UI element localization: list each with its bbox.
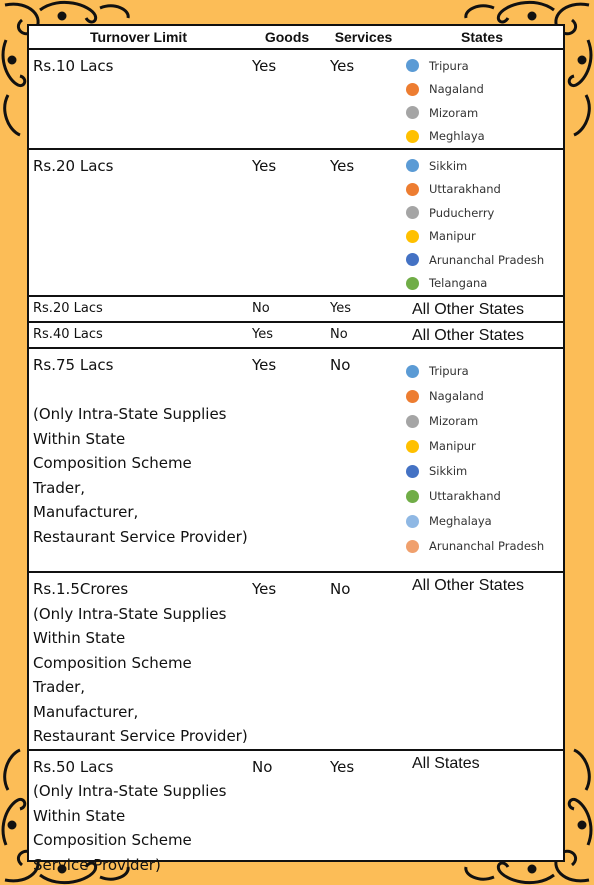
turnover-limit-line: Restaurant Service Provider): [33, 527, 248, 546]
state-bullet-icon: [406, 83, 419, 96]
states-legend: [405, 154, 563, 295]
goods-cell: Yes: [248, 49, 326, 149]
state-legend-item: [406, 78, 563, 102]
state-legend-item: [406, 125, 563, 149]
state-name: Arunanchal Pradesh: [429, 252, 545, 267]
turnover-limit-line: Within State: [33, 629, 126, 647]
turnover-limit-line: Manufacturer,: [33, 503, 139, 521]
state-bullet-icon: [406, 106, 419, 119]
states-cell: [401, 49, 563, 149]
states-cell: All Other States: [401, 572, 563, 750]
header-services: Services: [326, 26, 401, 49]
state-bullet-icon: [406, 415, 419, 428]
turnover-limit-line: Composition Scheme: [33, 831, 192, 849]
state-name: Manipur: [429, 439, 476, 454]
services-cell: Yes: [326, 296, 401, 322]
state-legend-item: [406, 225, 563, 249]
services-cell: Yes: [326, 149, 401, 296]
state-legend-item: [406, 409, 563, 434]
state-legend-item: [406, 434, 563, 459]
goods-cell: Yes: [248, 149, 326, 296]
turnover-limit-cell: [29, 348, 248, 572]
turnover-limit-line: Trader,: [33, 678, 86, 696]
turnover-limit-line: Composition Scheme: [33, 454, 192, 472]
states-cell: All Other States: [401, 296, 563, 322]
state-legend-item: [406, 459, 563, 484]
state-bullet-icon: [406, 206, 419, 219]
header-turnover-limit: Turnover Limit: [29, 26, 248, 49]
state-legend-item: [406, 54, 563, 78]
turnover-limit-cell: [29, 296, 248, 322]
turnover-limit-line: [33, 378, 248, 403]
turnover-limit-line: (Only Intra-State Supplies: [33, 604, 227, 623]
turnover-limit-cell: [29, 572, 248, 750]
state-bullet-icon: [406, 490, 419, 503]
table-header-row: [29, 26, 563, 49]
table-row: [29, 750, 563, 878]
states-legend: [405, 54, 563, 148]
states-cell: All Other States: [401, 322, 563, 348]
goods-cell: No: [252, 757, 273, 776]
table-body: [29, 49, 563, 877]
state-legend-item: [406, 201, 563, 225]
state-name: Tripura: [429, 364, 469, 379]
table-row: [29, 572, 563, 750]
state-name: Mizoram: [429, 105, 479, 120]
turnover-limit-line: Rs.20 Lacs: [33, 301, 103, 316]
state-legend-item: [406, 248, 563, 272]
state-bullet-icon: [406, 59, 419, 72]
gst-threshold-table: [29, 26, 563, 877]
turnover-limit-line: Rs.50 Lacs: [33, 757, 114, 776]
state-bullet-icon: [406, 230, 419, 243]
state-name: Sikkim: [429, 464, 468, 479]
state-name: Nagaland: [429, 389, 484, 404]
goods-cell: Yes: [248, 572, 326, 750]
turnover-limit-line: Composition Scheme: [33, 653, 192, 672]
state-bullet-icon: [406, 277, 419, 290]
header-states: States: [401, 26, 563, 49]
state-name: Puducherry: [429, 205, 495, 220]
state-name: Sikkim: [429, 158, 468, 173]
turnover-limit-line: Rs.75 Lacs: [33, 356, 114, 374]
state-legend-item: [406, 359, 563, 384]
state-bullet-icon: [406, 253, 419, 266]
turnover-limit-cell: [29, 750, 248, 878]
goods-cell: Yes: [248, 322, 326, 348]
turnover-limit-line: Within State: [33, 429, 126, 448]
turnover-limit-line: Manufacturer,: [33, 702, 139, 721]
states-cell: [401, 149, 563, 296]
state-legend-item: [406, 509, 563, 534]
turnover-limit-line: Rs.20 Lacs: [33, 157, 114, 175]
table-row: [29, 49, 563, 149]
state-bullet-icon: [406, 465, 419, 478]
turnover-limit-line: Restaurant Service Provider): [33, 727, 248, 745]
state-name: Telangana: [429, 276, 488, 290]
turnover-limit-line: Rs.1.5Crores: [33, 580, 129, 598]
state-name: Mizoram: [429, 414, 479, 429]
state-legend-item: [406, 534, 563, 559]
state-name: Tripura: [429, 58, 469, 73]
states-legend: [405, 353, 563, 559]
state-name: Uttarakhand: [429, 182, 501, 196]
state-name: Meghalaya: [429, 514, 492, 529]
state-bullet-icon: [406, 515, 419, 528]
turnover-limit-line: Rs.10 Lacs: [33, 57, 114, 75]
state-bullet-icon: [406, 390, 419, 403]
states-cell: All States: [412, 754, 480, 772]
table-row: [29, 296, 563, 322]
turnover-limit-line: (Only Intra-State Supplies: [33, 405, 227, 423]
state-name: Meghlaya: [429, 129, 485, 143]
state-bullet-icon: [406, 365, 419, 378]
gst-threshold-table-sheet: [27, 24, 565, 874]
state-legend-item: [406, 101, 563, 125]
states-cell: [401, 348, 563, 572]
state-bullet-icon: [406, 159, 419, 172]
turnover-limit-line: Trader,: [33, 478, 86, 497]
state-legend-item: [406, 484, 563, 509]
state-legend-item: [406, 272, 563, 296]
services-cell: Yes: [330, 757, 355, 776]
state-legend-item: [406, 384, 563, 409]
turnover-limit-line: (Only Intra-State Supplies: [33, 782, 227, 800]
table-row: [29, 322, 563, 348]
turnover-limit-cell: [29, 49, 248, 149]
table-row: [29, 348, 563, 572]
turnover-limit-cell: [29, 322, 248, 348]
services-cell: No: [326, 322, 401, 348]
state-name: Arunanchal Pradesh: [429, 539, 545, 554]
turnover-limit-cell: [29, 149, 248, 296]
state-legend-item: [406, 154, 563, 178]
state-name: Uttarakhand: [429, 489, 501, 504]
state-bullet-icon: [406, 183, 419, 196]
header-goods: Goods: [248, 26, 326, 49]
table-row: [29, 149, 563, 296]
services-cell: No: [326, 348, 401, 572]
services-cell: Yes: [326, 49, 401, 149]
state-bullet-icon: [406, 540, 419, 553]
services-cell: No: [326, 572, 401, 750]
state-legend-item: [406, 178, 563, 202]
state-name: Nagaland: [429, 82, 484, 96]
state-name: Manipur: [429, 229, 476, 243]
goods-cell: No: [248, 296, 326, 322]
turnover-limit-line: Service Provider): [33, 855, 161, 874]
state-bullet-icon: [406, 440, 419, 453]
turnover-limit-line: Rs.40 Lacs: [33, 327, 103, 342]
turnover-limit-line: Within State: [33, 806, 126, 825]
goods-cell: Yes: [248, 348, 326, 572]
state-bullet-icon: [406, 130, 419, 143]
